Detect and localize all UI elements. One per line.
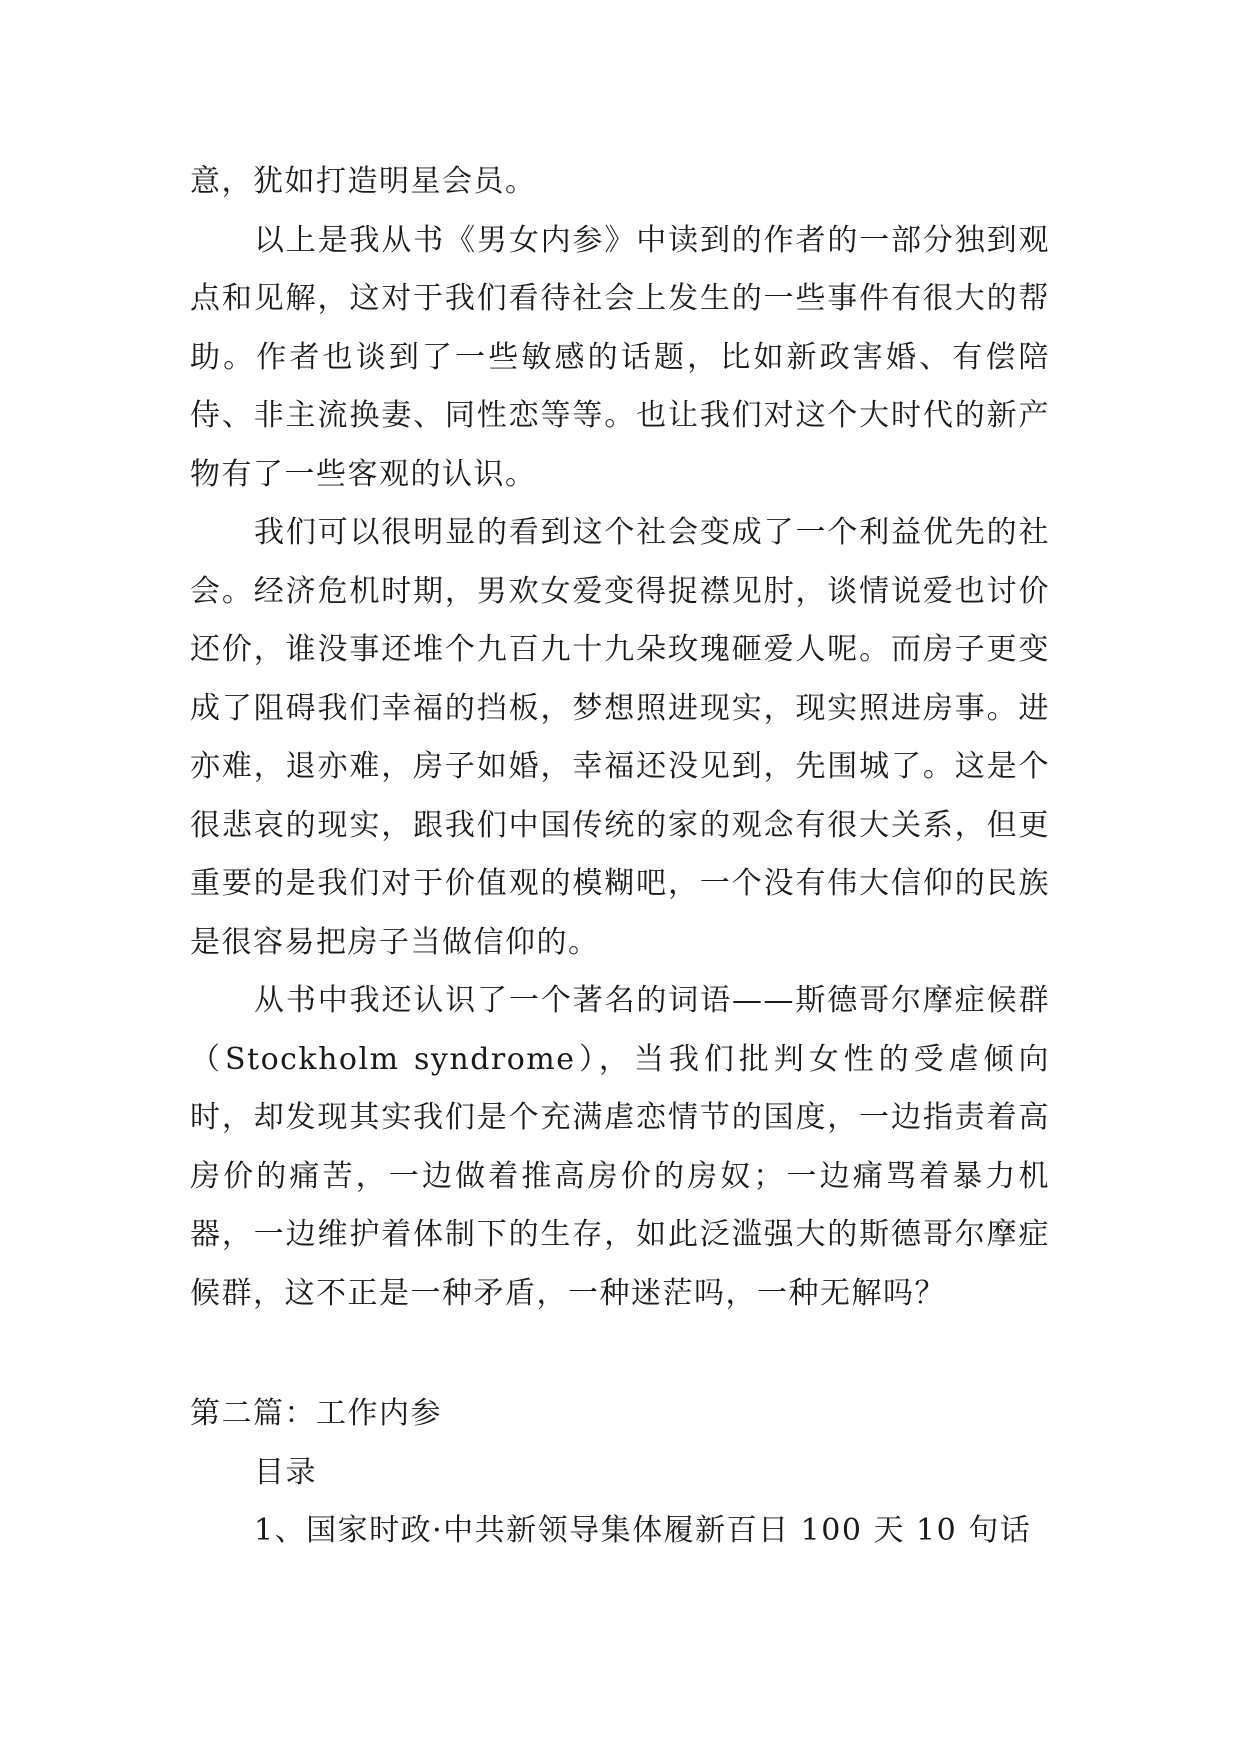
paragraph-society: 我们可以很明显的看到这个社会变成了一个利益优先的社会。经济危机时期，男欢女爱变得捉襟见肘，谈情说爱也讨价还价，谁没事还堆个九百九十九朵玫瑰砸爱人呢。而房子更变成了阻碍我们幸福的挡板，梦想照进现实，现实照进房事。进亦难，退亦难，房子如婚，幸福还没见到，先围城了。这是个很悲哀的现实，跟我们中国传统的家的观念有很大关系，但更重要的是我们对于价值观的模糊吧，一个没有伟大信仰的民族是很容易把房子当做信仰的。 bbox=[190, 515, 1050, 960]
body-text bbox=[190, 153, 1050, 1561]
paragraph-stockholm: 从书中我还认识了一个著名的词语——斯德哥尔摩症候群（Stockholm syndrome），当我们批判女性的受虐倾向时，却发现其实我们是个充满虐恋情节的国度，一边指责着高房价的痛苦，一边做着推高房价的房奴；一边痛骂着暴力机器，一边维护着体制下的生存，如此泛滥强大的斯德哥尔摩症候群，这不正是一种矛盾，一种迷茫吗，一种无解吗？ bbox=[190, 983, 1050, 1311]
paragraph-book-summary: 以上是我从书《男女内参》中读到的作者的一部分独到观点和见解，这对于我们看待社会上发生的一些事件有很大的帮助。作者也谈到了一些敏感的话题，比如新政害婚、有偿陪侍、非主流换妻、同性恋等等。也让我们对这个大时代的新产物有了一些客观的认识。 bbox=[190, 222, 1050, 492]
section-title: 第二篇：工作内参 bbox=[190, 1396, 442, 1431]
paragraph-continuation: 意，犹如打造明星会员。 bbox=[190, 164, 537, 199]
toc-label: 目录 bbox=[254, 1454, 317, 1490]
section-gap bbox=[190, 1323, 1050, 1385]
toc-item-1: 1、国家时政·中共新领导集体履新百日 100 天 10 句话 bbox=[254, 1513, 1032, 1548]
